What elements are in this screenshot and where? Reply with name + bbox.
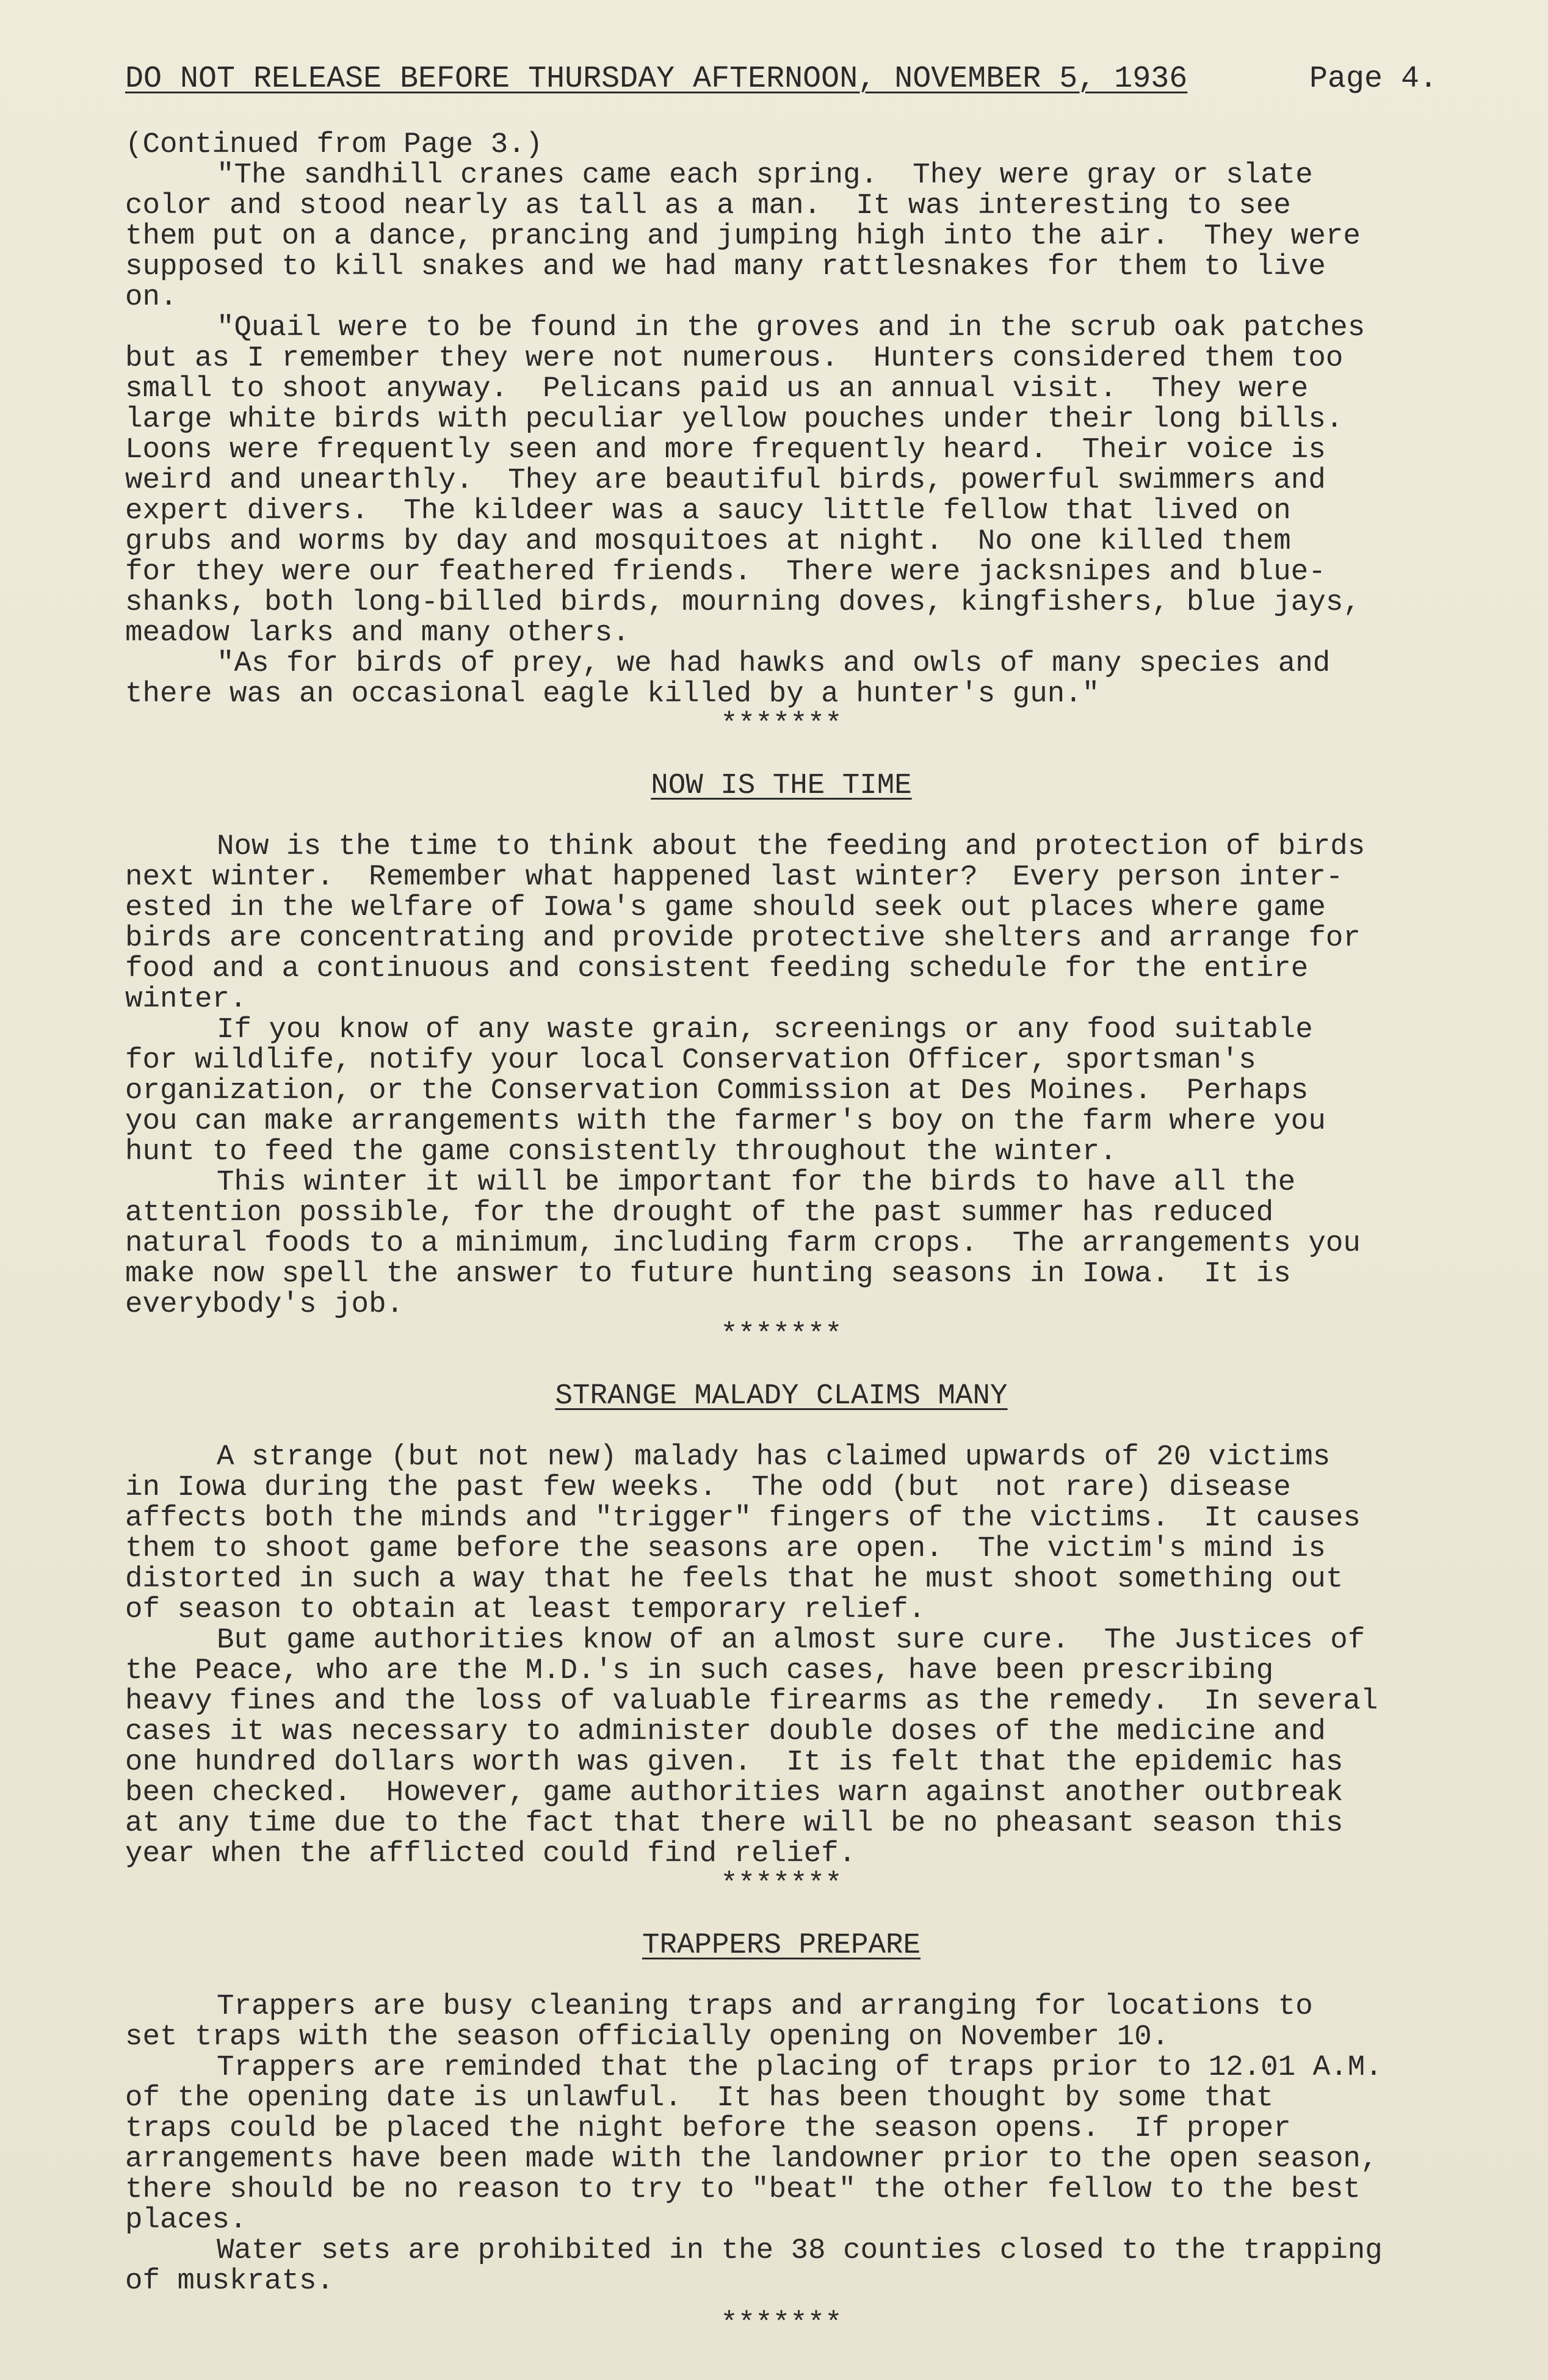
document-body <box>125 129 1450 2339</box>
section-title: STRANGE MALADY CLAIMS MANY <box>555 1380 1008 1412</box>
text-line: the Peace, who are the M.D.'s in such cases, have been prescribing <box>125 1654 1274 1687</box>
text-line: been checked. However, game authorities warn against another outbreak <box>125 1776 1344 1809</box>
text-line: grubs and worms by day and mosquitoes at night. No one killed them <box>125 525 1291 558</box>
text-line: A strange (but not new) malady has claimed upwards of 20 victims <box>217 1441 1331 1474</box>
text-line: Trappers are reminded that the placing of traps prior to 12.01 A.M. <box>217 2051 1383 2084</box>
text-line: heavy fines and the loss of valuable firearms as the remedy. In several <box>125 1685 1378 1718</box>
text-line: food and a continuous and consistent feeding schedule for the entire <box>125 952 1309 985</box>
text-line: Loons were frequently seen and more frequently heard. Their voice is <box>125 433 1326 466</box>
text-line: in Iowa during the past few weeks. The odd (but not rare) disease <box>125 1471 1291 1504</box>
text-line: you can make arrangements with the farmer's boy on the farm where you <box>125 1105 1326 1138</box>
text-line: them put on a dance, prancing and jumping high into the air. They were <box>125 220 1361 253</box>
text-line: This winter it will be important for the birds to have all the <box>217 1166 1296 1199</box>
text-line: But game authorities know of an almost sure cure. The Justices of <box>217 1624 1365 1657</box>
text-line: everybody's job. <box>125 1288 404 1321</box>
text-line: attention possible, for the drought of the past summer has reduced <box>125 1196 1274 1229</box>
text-line: year when the afflicted could find relief. <box>125 1837 856 1870</box>
text-line: one hundred dollars worth was given. It is felt that the epidemic has <box>125 1746 1344 1779</box>
text-line: "As for birds of prey, we had hawks and owls of many species and <box>217 647 1331 680</box>
text-line: color and stood nearly as tall as a man. It was interesting to see <box>125 189 1291 222</box>
continued-note: (Continued from Page 3.) <box>125 128 543 161</box>
text-line: small to shoot anyway. Pelicans paid us an annual visit. They were <box>125 372 1309 405</box>
text-line: on. <box>125 281 178 314</box>
text-line: of muskrats. <box>125 2265 335 2298</box>
text-line: them to shoot game before the seasons are open. The victim's mind is <box>125 1532 1326 1565</box>
text-line: supposed to kill snakes and we had many rattlesnakes for them to live <box>125 250 1326 283</box>
text-line: winter. <box>125 983 247 1016</box>
text-line: weird and unearthly. They are beautiful birds, powerful swimmers and <box>125 464 1326 497</box>
text-line: hunt to feed the game consistently throughout the winter. <box>125 1135 1117 1168</box>
text-line: arrangements have been made with the landowner prior to the open season, <box>125 2143 1378 2176</box>
page-number: Page 4. <box>1309 62 1438 96</box>
text-line: cases it was necessary to administer double doses of the medicine and <box>125 1715 1326 1748</box>
text-line: places. <box>125 2204 247 2237</box>
text-line: natural foods to a minimum, including farm crops. The arrangements you <box>125 1227 1361 1260</box>
section-title: TRAPPERS PREPARE <box>642 1929 921 1962</box>
text-line: large white birds with peculiar yellow pouches under their long bills. <box>125 403 1344 436</box>
separator: ******* <box>720 1868 842 1901</box>
text-line: If you know of any waste grain, screenings or any food suitable <box>217 1013 1313 1046</box>
text-line: "Quail were to be found in the groves and in the scrub oak patches <box>217 311 1365 344</box>
text-line: next winter. Remember what happened last winter? Every person inter- <box>125 861 1344 894</box>
text-line: affects both the minds and "trigger" fingers of the victims. It causes <box>125 1502 1361 1535</box>
separator: ******* <box>720 1318 842 1351</box>
text-line: expert divers. The kildeer was a saucy little fellow that lived on <box>125 494 1291 527</box>
text-line: set traps with the season officially opening on November 10. <box>125 2020 1170 2053</box>
text-line: shanks, both long-billed birds, mourning doves, kingfishers, blue jays, <box>125 586 1361 619</box>
text-line: of the opening date is unlawful. It has been thought by some that <box>125 2082 1274 2114</box>
text-line: Trappers are busy cleaning traps and arranging for locations to <box>217 1990 1313 2023</box>
text-line: Water sets are prohibited in the 38 counties closed to the trapping <box>217 2234 1383 2267</box>
separator: ******* <box>720 2307 842 2340</box>
text-line: for wildlife, notify your local Conservation Officer, sportsman's <box>125 1044 1256 1077</box>
separator: ******* <box>720 708 842 741</box>
text-line: of season to obtain at least temporary relief. <box>125 1593 926 1626</box>
page-header <box>125 61 1438 98</box>
text-line: meadow larks and many others. <box>125 617 630 649</box>
text-line: traps could be placed the night before the season opens. If proper <box>125 2112 1291 2145</box>
text-line: at any time due to the fact that there will be no pheasant season this <box>125 1807 1344 1840</box>
text-line: organization, or the Conservation Commission at Des Moines. Perhaps <box>125 1074 1309 1107</box>
release-notice: DO NOT RELEASE BEFORE THURSDAY AFTERNOON, NOVEMBER 5, 1936 <box>125 62 1188 96</box>
text-line: for they were our feathered friends. There were jacksnipes and blue- <box>125 555 1326 588</box>
text-line: distorted in such a way that he feels that he must shoot something out <box>125 1563 1344 1596</box>
text-line: ested in the welfare of Iowa's game should seek out places where game <box>125 891 1326 924</box>
text-line: birds are concentrating and provide protective shelters and arrange for <box>125 922 1361 955</box>
text-line: make now spell the answer to future hunting seasons in Iowa. It is <box>125 1257 1291 1290</box>
text-line: there should be no reason to try to "beat" the other fellow to the best <box>125 2173 1361 2206</box>
text-line: Now is the time to think about the feeding and protection of birds <box>217 830 1365 863</box>
text-line: but as I remember they were not numerous. Hunters considered them too <box>125 342 1344 375</box>
text-line: "The sandhill cranes came each spring. They were gray or slate <box>217 159 1313 192</box>
section-title: NOW IS THE TIME <box>651 769 912 802</box>
text-line: there was an occasional eagle killed by a hunter's gun." <box>125 678 1100 711</box>
